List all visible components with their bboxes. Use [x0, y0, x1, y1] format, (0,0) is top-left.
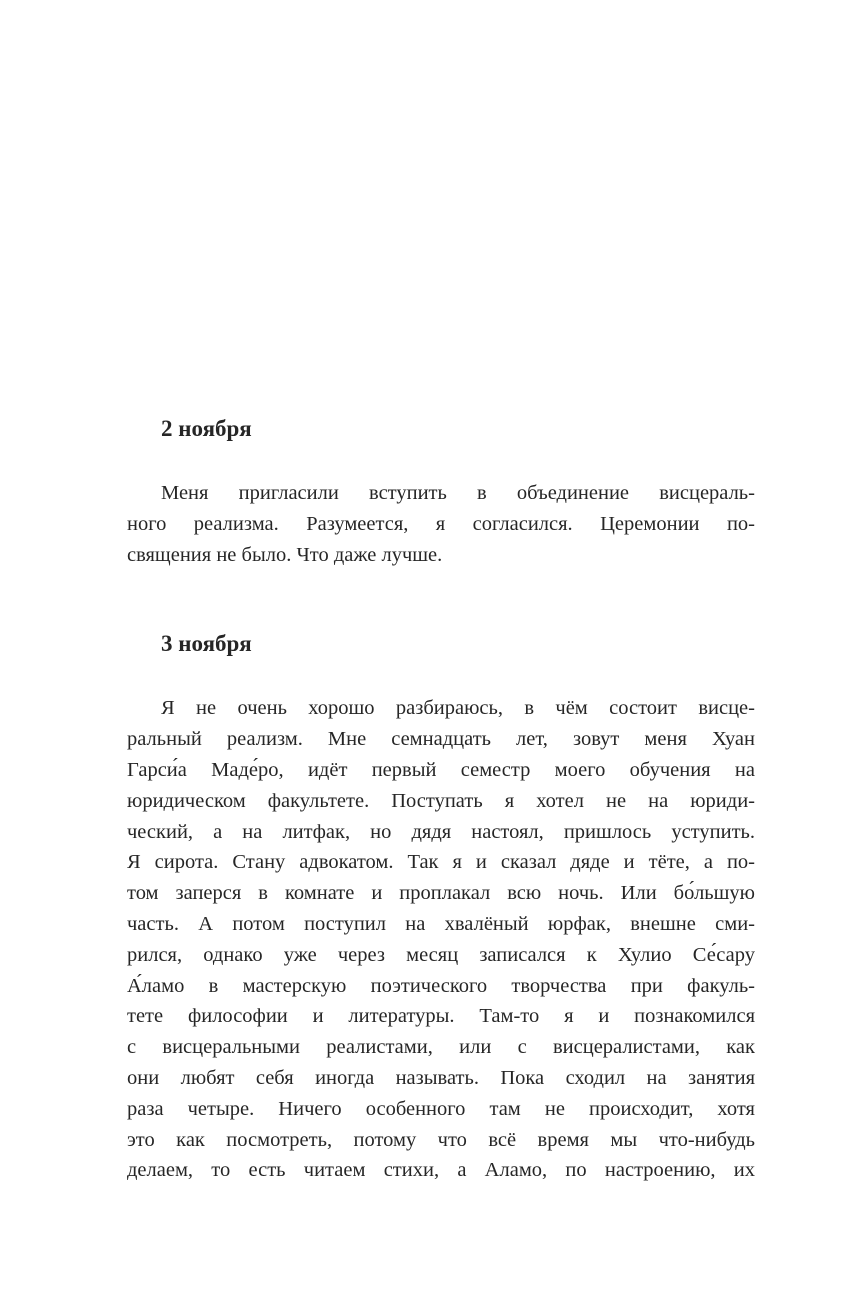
- text-line: Меня пригласили вступить в объединение висцераль-: [161, 482, 755, 504]
- text-line: с висцеральными реалистами, или с висцералистами, как: [127, 1036, 755, 1059]
- text-line: раза четыре. Ничего особенного там не происходит, хотя: [127, 1097, 755, 1120]
- text-line: Гарси́а Маде́ро, идёт первый семестр моего обучения на: [127, 758, 755, 781]
- text-line: священия не было. Что даже лучше.: [127, 543, 443, 566]
- text-line: А́ламо в мастерскую поэтического творчества при факуль-: [127, 974, 755, 997]
- text-line: Я не очень хорошо разбираюсь, в чём состоит висце-: [161, 697, 755, 720]
- entry-heading-november-2: 2 ноября: [161, 416, 252, 441]
- text-line: ческий, а на литфак, но дядя настоял, пришлось уступить.: [127, 820, 755, 843]
- entry-paragraph-november-3: [127, 693, 755, 1186]
- entry-paragraph-november-2: [127, 478, 755, 570]
- text-line: Я сирота. Стану адвокатом. Так я и сказал дяде и тёте, а по-: [127, 851, 755, 874]
- text-line: тете философии и литературы. Там-то я и познакомился: [127, 1005, 755, 1028]
- text-line: это как посмотреть, потому что всё время мы что-нибудь: [127, 1128, 755, 1151]
- text-line: том заперся в комнате и проплакал всю ночь. Или бо́льшую: [127, 882, 755, 905]
- text-line: ральный реализм. Мне семнадцать лет, зовут меня Хуан: [127, 728, 755, 751]
- text-line: рился, однако уже через месяц записался к Хулио Се́сару: [127, 943, 755, 966]
- text-line: часть. А потом поступил на хвалёный юрфак, внешне сми-: [127, 912, 755, 935]
- page-content: [127, 0, 755, 1186]
- text-line: они любят себя иногда называть. Пока сходил на занятия: [127, 1066, 755, 1089]
- text-line: юридическом факультете. Поступать я хотел не на юриди-: [127, 789, 755, 812]
- text-line: ного реализма. Разумеется, я согласился. Церемонии по-: [127, 512, 755, 535]
- entry-heading-november-3: 3 ноября: [161, 631, 252, 657]
- text-line: делаем, то есть читаем стихи, а Аламо, по настроению, их: [127, 1159, 755, 1182]
